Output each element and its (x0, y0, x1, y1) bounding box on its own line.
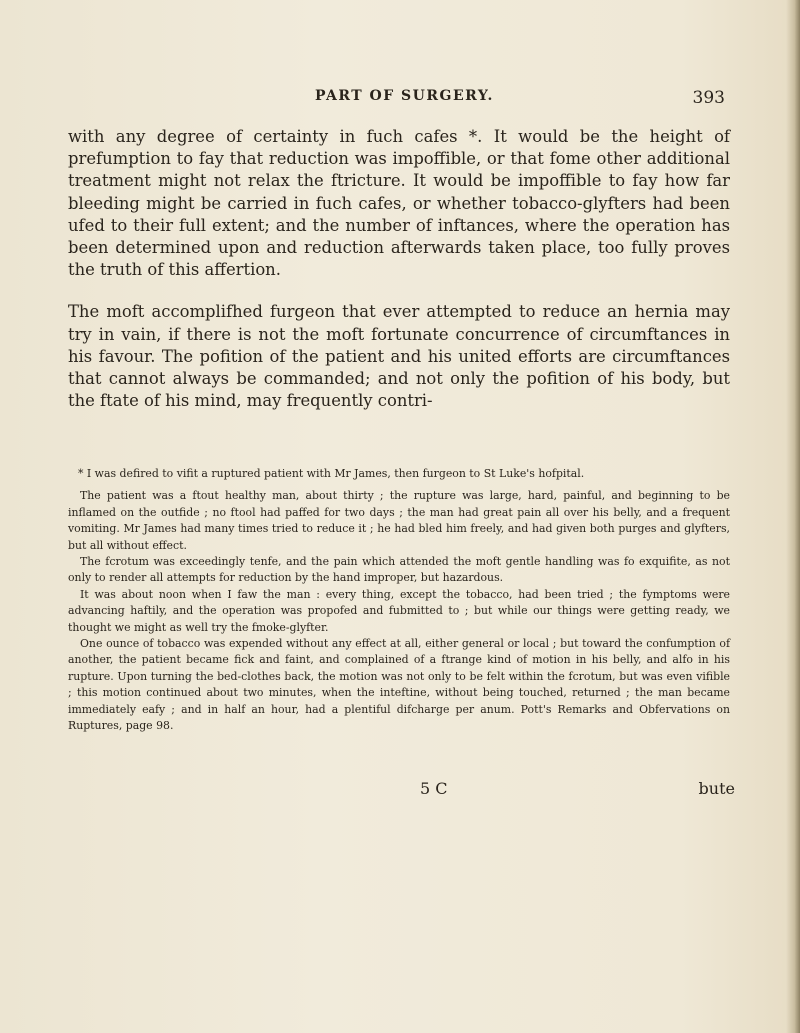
running-head: PART OF SURGERY. (315, 88, 494, 104)
page-footer (420, 779, 735, 803)
footnote-paragraph: The fcrotum was exceedingly tenfe, and the pain which attended the moft gentle handling was fo exquifite, as not only to render all attempts for reduction by the hand improper, but hazardous. (68, 555, 730, 585)
page-edge-shadow (786, 0, 800, 1033)
page-header (315, 88, 725, 114)
signature-mark: 5 C (420, 779, 448, 798)
footnote-paragraph: One ounce of tobacco was expended without any effect at all, either general or local ; but toward the confumption of another, the patient became fick and faint, and complained of a ftrange kind of motion in his belly, and alfo in his rupture. Upon turning the bed-clothes back, the motion was not only to be felt within the fcrotum, but was even vifible ; this motion continued about two minutes, when the inteftine, without being touched, returned ; the man became immediately eafy ; and in half an hour, had a plentiful difcharge per anum. Pott's Remarks and Obfervations on Ruptures, page 98. (68, 637, 730, 733)
footnote-block (68, 466, 730, 735)
body-paragraph: The moft accomplifhed furgeon that ever attempted to reduce an hernia may try in vain, if there is not the moft fortunate concurrence of circumftances in his favour. The pofition of the patient and his united efforts are circumftances that cannot always be commanded; and not only the pofition of his body, but the ftate of his mind, may frequently contri- (68, 302, 730, 411)
page-number: 393 (692, 88, 725, 108)
footnote-paragraph: It was about noon when I faw the man : every thing, except the tobacco, had been tried ; the fymptoms were advancing haftily, and the operation was propofed and fubmitted to ; but while our things were getting ready, we thought we might as well try the fmoke-glyfter. (68, 587, 730, 634)
main-text (68, 126, 730, 432)
catchword: bute (698, 779, 735, 798)
body-paragraph: with any degree of certainty in fuch cafes *. It would be the height of prefumption to fay that reduction was impoffible, or that fome other additional treatment might not relax the ftricture. It would be impoffible to fay how far bleeding might be carried in fuch cafes, or whether tobacco-glyfters had been ufed to their full extent; and the number of inftances, where the operation has been determined upon and reduction afterwards taken place, too fully proves the truth of this affertion. (68, 127, 730, 280)
footnote-paragraph: The patient was a ftout healthy man, about thirty ; the rupture was large, hard, painful, and beginning to be inflamed on the outfide ; no ftool had paffed for two days ; the man had great pain all over his belly, and a frequent vomiting. Mr James had many times tried to reduce it ; he had bled him freely, and had given both purges and glyfters, but all without effect. (68, 489, 730, 552)
footnote-paragraph: * I was defired to vifit a ruptured patient with Mr James, then furgeon to St Luke's hofpital. (78, 467, 585, 480)
